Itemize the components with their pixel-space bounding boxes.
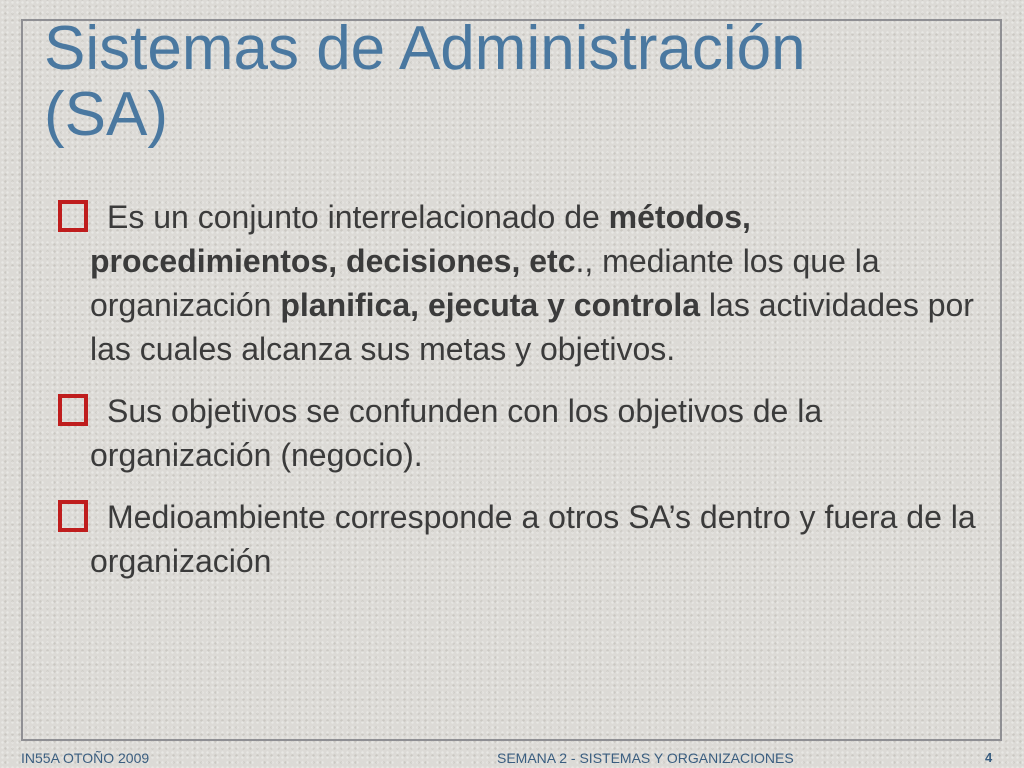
square-bullet-icon (58, 394, 88, 426)
bullet-item (58, 495, 988, 583)
bullet-item (58, 195, 988, 371)
bullet-text: Es un conjunto interrelacionado de métodos, procedimientos, decisiones, etc., mediante los que la organización planifica, ejecuta y controla las actividades por las cuales alcanza sus metas y objetivos. (90, 199, 974, 367)
footer-section-title: SEMANA 2 - SISTEMAS Y ORGANIZACIONES (497, 750, 794, 766)
bullet-text: Sus objetivos se confunden con los objetivos de la organización (negocio). (90, 393, 823, 473)
bullet-text: Medioambiente corresponde a otros SA’s dentro y fuera de la organización (90, 499, 976, 579)
slide-title: Sistemas de Administración (SA) (44, 14, 806, 149)
bullet-list (58, 195, 988, 601)
square-bullet-icon (58, 200, 88, 232)
page-number: 4 (985, 750, 993, 765)
bullet-item (58, 389, 988, 477)
footer-course-label: IN55A OTOÑO 2009 (21, 750, 150, 766)
square-bullet-icon (58, 500, 88, 532)
